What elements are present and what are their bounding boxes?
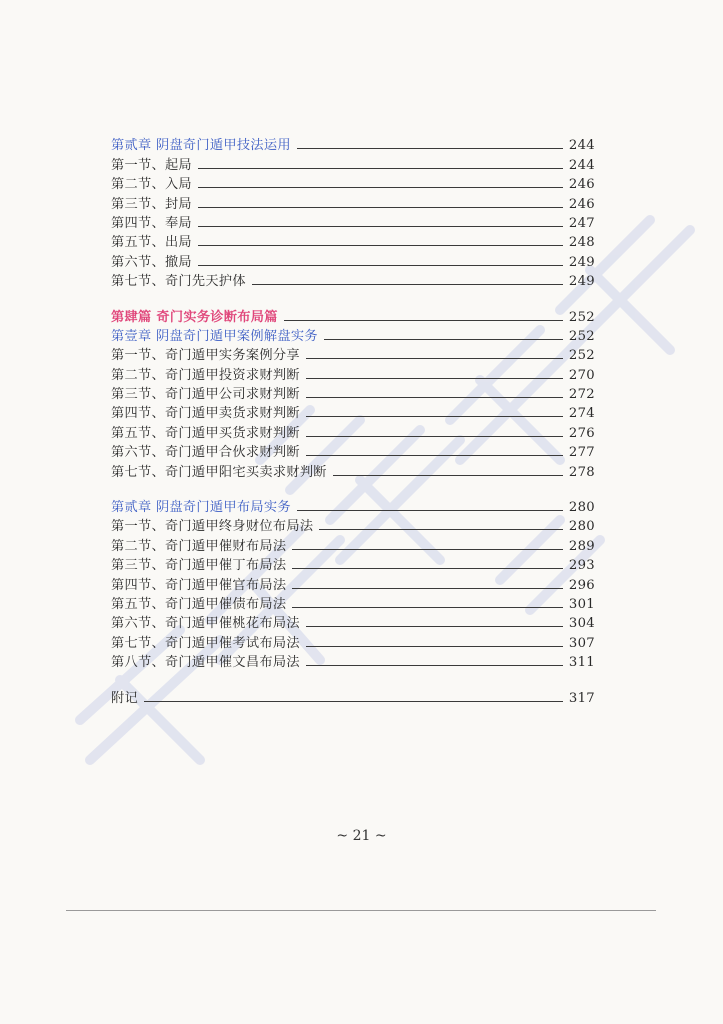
entry-page: 311 [568, 655, 595, 671]
entry-title: 第七节、奇门先天护体 [111, 274, 246, 290]
leader-line [198, 207, 563, 208]
entry-title: 第七节、奇门遁甲催考试布局法 [111, 635, 300, 651]
entry-title: 第五节、奇门遁甲买货求财判断 [111, 425, 300, 441]
entry-page: 244 [568, 157, 595, 173]
toc-group [111, 688, 595, 707]
entry-page: 274 [568, 406, 595, 422]
entry-title: 第六节、奇门遁甲催桃花布局法 [111, 616, 300, 632]
leader-line [306, 358, 563, 359]
entry-title: 第三节、奇门遁甲公司求财判断 [111, 387, 300, 403]
entry-page: 244 [568, 138, 595, 154]
toc-section-entry [111, 404, 595, 423]
entry-page: 276 [568, 425, 595, 441]
leader-line [144, 701, 563, 702]
toc-section-entry [111, 194, 595, 213]
entry-title: 第二节、入局 [111, 177, 192, 193]
footer-divider [66, 910, 656, 911]
leader-line [297, 510, 563, 511]
toc-section-entry [111, 462, 595, 481]
page-number: ~ 21 ~ [336, 828, 387, 844]
toc-chapter-entry [111, 327, 595, 346]
entry-page: 246 [568, 177, 595, 193]
entry-title: 第一节、奇门遁甲实务案例分享 [111, 348, 300, 364]
entry-title: 第四节、奇门遁甲卖货求财判断 [111, 406, 300, 422]
entry-page: 280 [568, 500, 595, 516]
entry-title: 第三节、奇门遁甲催丁布局法 [111, 558, 287, 574]
entry-page: 278 [568, 464, 595, 480]
entry-page: 307 [568, 635, 595, 651]
entry-page: 272 [568, 387, 595, 403]
toc-section-entry [111, 272, 595, 291]
entry-title: 第贰章 阴盘奇门遁甲布局实务 [111, 500, 291, 516]
leader-line [284, 320, 563, 321]
entry-title: 第四节、奉局 [111, 215, 192, 231]
toc-section-entry [111, 252, 595, 271]
toc-part-entry [111, 307, 595, 326]
entry-title: 第三节、封局 [111, 196, 192, 212]
entry-title: 第六节、奇门遁甲合伙求财判断 [111, 445, 300, 461]
leader-line [333, 475, 563, 476]
leader-line [306, 626, 563, 627]
toc-section-entry [111, 556, 595, 575]
toc-section-entry [111, 214, 595, 233]
entry-page: 293 [568, 558, 595, 574]
entry-page: 247 [568, 215, 595, 231]
toc-section-entry [111, 575, 595, 594]
leader-line [306, 416, 563, 417]
entry-page: 277 [568, 445, 595, 461]
leader-line [292, 588, 563, 589]
entry-page: 252 [568, 309, 595, 325]
toc-section-entry [111, 614, 595, 633]
leader-line [306, 455, 563, 456]
leader-line [297, 148, 563, 149]
toc-section-entry [111, 233, 595, 252]
entry-title: 第壹章 阴盘奇门遁甲案例解盘实务 [111, 328, 318, 344]
leader-line [306, 646, 563, 647]
leader-line [306, 665, 563, 666]
entry-title: 第一节、起局 [111, 157, 192, 173]
entry-title: 第肆篇 奇门实务诊断布局篇 [111, 309, 278, 325]
entry-page: 246 [568, 196, 595, 212]
leader-line [198, 187, 563, 188]
leader-line [198, 226, 563, 227]
entry-title: 第六节、撤局 [111, 254, 192, 270]
leader-line [324, 339, 563, 340]
toc-chapter-entry [111, 498, 595, 517]
entry-title: 第贰章 阴盘奇门遁甲技法运用 [111, 138, 291, 154]
entry-page: 249 [568, 274, 595, 290]
entry-title: 第二节、奇门遁甲催财布局法 [111, 538, 287, 554]
toc-section-entry [111, 175, 595, 194]
entry-title: 第八节、奇门遁甲催文昌布局法 [111, 655, 300, 671]
toc-section-entry [111, 423, 595, 442]
leader-line [198, 168, 563, 169]
leader-line [306, 378, 563, 379]
toc-group [111, 498, 595, 673]
leader-line [292, 568, 563, 569]
leader-line [198, 245, 563, 246]
leader-line [306, 436, 563, 437]
toc-section-entry [111, 365, 595, 384]
entry-title: 第七节、奇门遁甲阳宅买卖求财判断 [111, 464, 327, 480]
toc-section-entry [111, 653, 595, 672]
entry-page: 296 [568, 577, 595, 593]
leader-line [198, 265, 563, 266]
toc-group [111, 307, 595, 482]
entry-title: 第五节、奇门遁甲催债布局法 [111, 596, 287, 612]
entry-page: 304 [568, 616, 595, 632]
table-of-contents [111, 136, 595, 724]
leader-line [292, 607, 563, 608]
toc-section-entry [111, 155, 595, 174]
toc-section-entry [111, 633, 595, 652]
entry-page: 248 [568, 235, 595, 251]
entry-page: 252 [568, 348, 595, 364]
entry-page: 252 [568, 328, 595, 344]
entry-page: 317 [568, 690, 595, 706]
toc-section-entry [111, 595, 595, 614]
toc-section-entry [111, 536, 595, 555]
entry-page: 280 [568, 519, 595, 535]
entry-page: 249 [568, 254, 595, 270]
leader-line [292, 549, 563, 550]
leader-line [252, 284, 563, 285]
entry-title: 第四节、奇门遁甲催官布局法 [111, 577, 287, 593]
leader-line [306, 397, 563, 398]
toc-section-entry [111, 346, 595, 365]
entry-title: 第二节、奇门遁甲投资求财判断 [111, 367, 300, 383]
leader-line [319, 529, 563, 530]
entry-title: 第一节、奇门遁甲终身财位布局法 [111, 519, 314, 535]
toc-section-entry [111, 443, 595, 462]
toc-section-entry [111, 517, 595, 536]
toc-group [111, 136, 595, 291]
entry-page: 289 [568, 538, 595, 554]
toc-section-entry [111, 385, 595, 404]
entry-title: 第五节、出局 [111, 235, 192, 251]
entry-page: 270 [568, 367, 595, 383]
entry-title: 附记 [111, 690, 138, 706]
toc-appendix-entry [111, 688, 595, 707]
toc-chapter-entry [111, 136, 595, 155]
entry-page: 301 [568, 596, 595, 612]
